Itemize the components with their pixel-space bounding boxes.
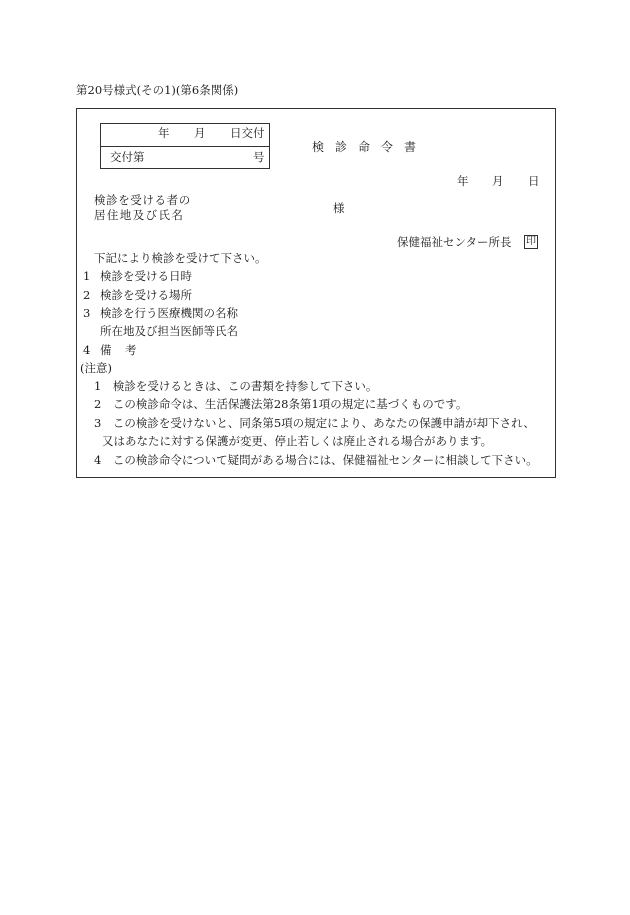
item-number: 2 xyxy=(83,288,91,302)
item-text: 検診を行う医療機関の名称 xyxy=(100,306,238,320)
note-line: 又はあなたに対する保護が変更、停止若しくは廃止される場合があります。 xyxy=(102,434,493,448)
note-line: 2 この検診命令は、生活保護法第28条第1項の規定に基づくものです。 xyxy=(94,397,468,411)
note-line: 4 この検診命令について疑問がある場合には、保健福祉センターに相談して下さい。 xyxy=(94,453,538,467)
item-text: 検診を受ける日時 xyxy=(100,269,192,283)
item-text: 検診を受ける場所 xyxy=(100,288,192,302)
item-number: 4 xyxy=(83,343,91,357)
date-month-label: 月 xyxy=(492,174,504,188)
intro-text: 下記により検診を受けて下さい。 xyxy=(94,251,267,265)
issue-number-label: 交付第 xyxy=(110,150,145,164)
issue-day-label: 日交付 xyxy=(230,126,265,140)
item-text: 備 考 xyxy=(100,343,138,357)
issue-number-suffix: 号 xyxy=(253,150,265,164)
item-number: 1 xyxy=(83,269,91,283)
recipient-honorific: 様 xyxy=(333,201,345,215)
date-year-label: 年 xyxy=(457,174,469,188)
seal-mark: 印 xyxy=(526,236,536,247)
notes-header: (注意) xyxy=(80,361,112,375)
note-line: 3 この検診を受けないと、同条第5項の規定により、あなたの保護申請が却下され、 xyxy=(94,416,535,430)
note-line: 1 検診を受けるときは、この書類を持参して下さい。 xyxy=(94,379,378,393)
item-text: 所在地及び担当医師等氏名 xyxy=(100,324,238,338)
issuer-name: 保健福祉センター所長 xyxy=(397,235,512,249)
issue-month-label: 月 xyxy=(194,126,206,140)
document-title: 検診命令書 xyxy=(312,140,428,154)
recipient-label-line1: 検診を受ける者の xyxy=(94,193,191,207)
form-heading: 第20号様式(その1)(第6条関係) xyxy=(76,83,239,97)
issue-year-label: 年 xyxy=(158,126,170,140)
item-number: 3 xyxy=(83,306,91,320)
recipient-label-line2: 居住地及び氏名 xyxy=(94,208,185,222)
date-day-label: 日 xyxy=(528,174,540,188)
